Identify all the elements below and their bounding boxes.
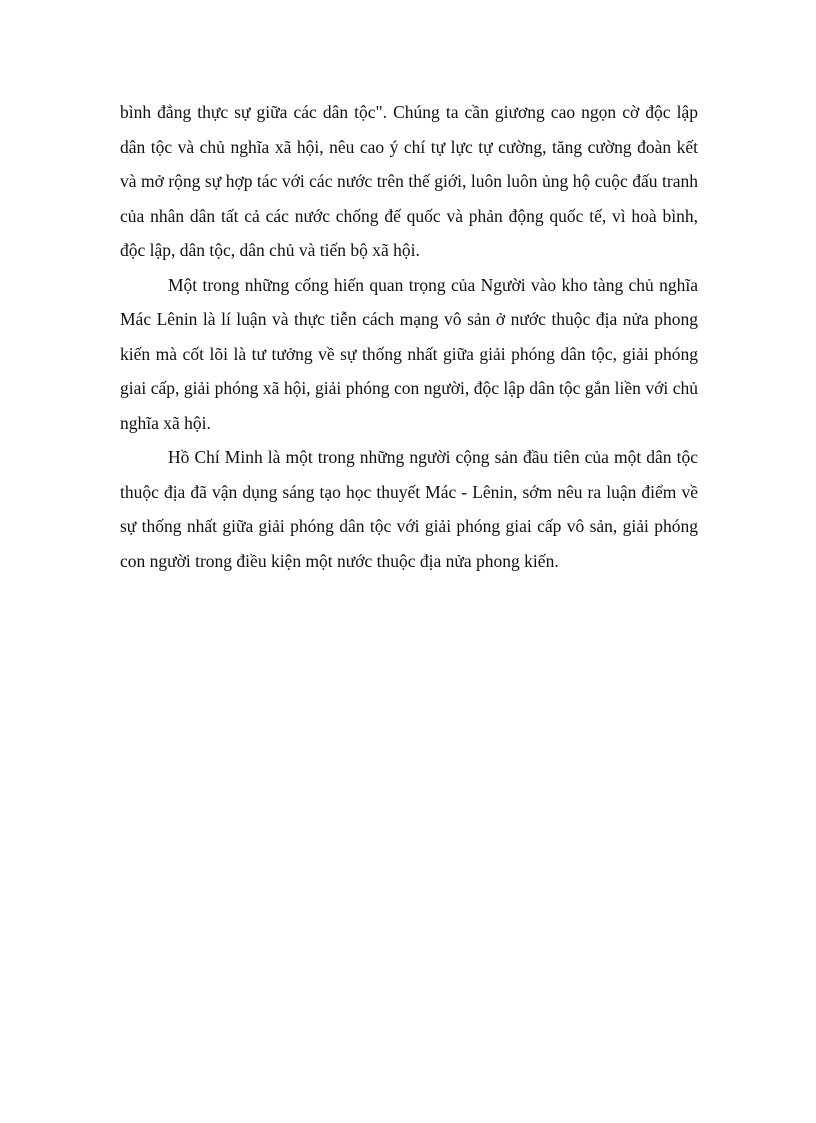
paragraph-2: Một trong những cống hiến quan trọng của Người vào kho tàng chủ nghĩa Mác Lênin là lí luận và thực tiễn cách mạng vô sản ở nước thuộc địa nửa phong kiến mà cốt lõi là tư tưởng về sự thống nhất giữa giải phóng dân tộc, giải phóng giai cấp, giải phóng xã hội, giải phóng con người, độc lập dân tộc gắn liền với chủ nghĩa xã hội. — [120, 274, 698, 433]
paragraph-1: bình đẳng thực sự giữa các dân tộc". Chúng ta cần giương cao ngọn cờ độc lập dân tộc và chủ nghĩa xã hội, nêu cao ý chí tự lực tự cường, tăng cường đoàn kết và mở rộng sự hợp tác với các nước trên thế giới, luôn luôn ủng hộ cuộc đấu tranh của nhân dân tất cả các nước chống đế quốc và phản động quốc tế, vì hoà bình, độc lập, dân tộc, dân chủ và tiến bộ xã hội. — [120, 102, 698, 260]
document-page — [120, 95, 698, 578]
paragraph-3: Hồ Chí Minh là một trong những người cộng sản đầu tiên của một dân tộc thuộc địa đã vận dụng sáng tạo học thuyết Mác - Lênin, sớm nêu ra luận điểm về sự thống nhất giữa giải phóng dân tộc với giải phóng giai cấp vô sản, giải phóng con người trong điều kiện một nước thuộc địa nửa phong kiến. — [120, 447, 698, 571]
